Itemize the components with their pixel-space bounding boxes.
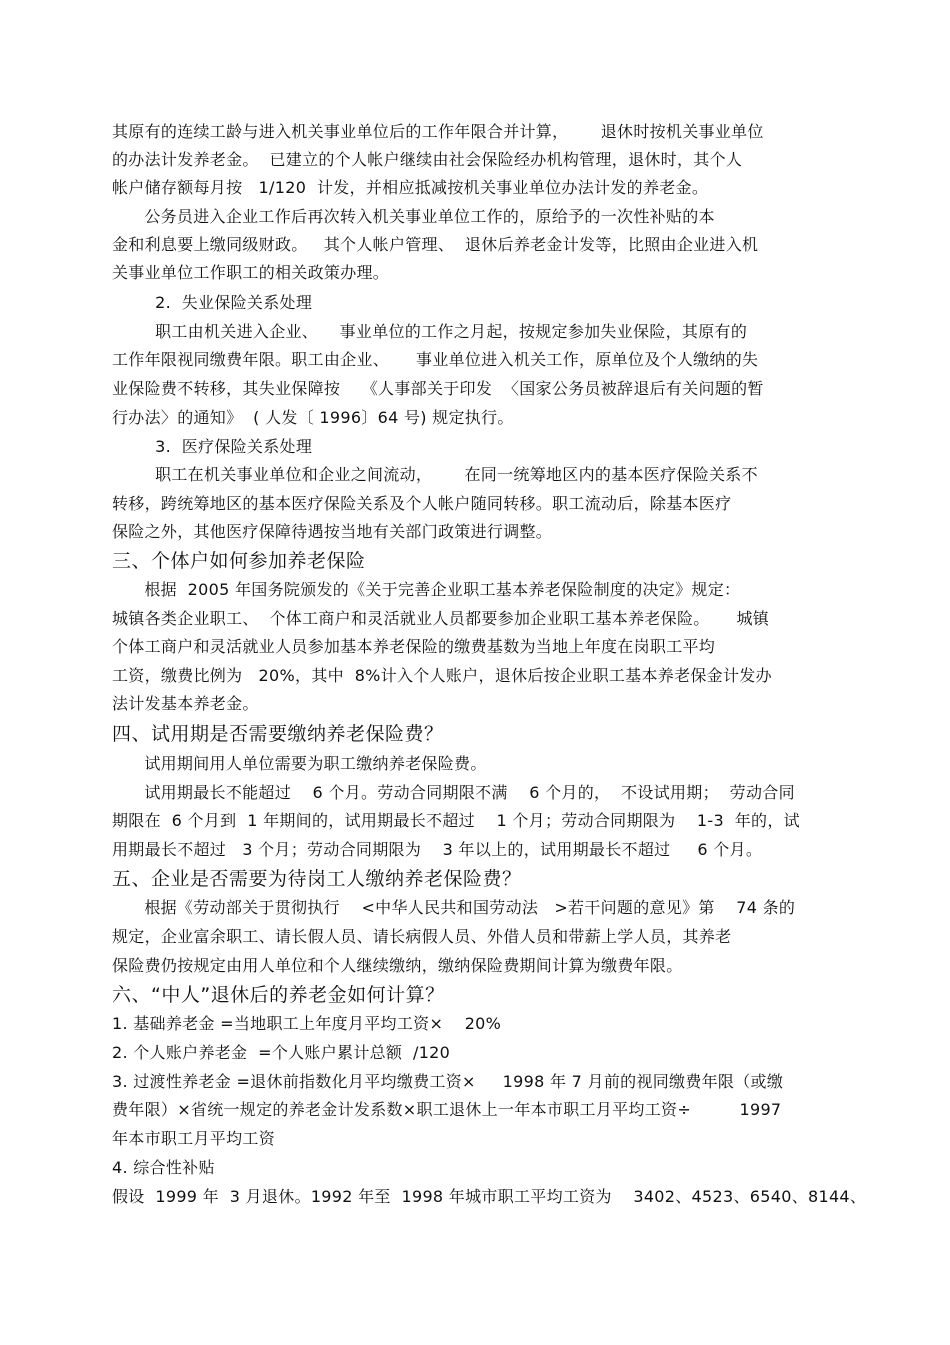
body-text-line: 保险之外，其他医疗保障待遇按当地有关部门政策进行调整。: [112, 522, 553, 541]
body-text-line: 帐户储存额每月按 1/120 计发，并相应抵减按机关事业单位办法计发的养老金。: [112, 178, 709, 197]
body-text-line: 用期最长不超过 3 个月；劳动合同期限为 3 年以上的，试用期最长不超过 6 个月。: [112, 840, 763, 859]
body-text-line: 试用期间用人单位需要为职工缴纳养老保险费。: [112, 754, 487, 773]
body-text-line: 个体工商户和灵活就业人员参加基本养老保险的缴费基数为当地上年度在岗职工平均: [112, 637, 716, 656]
section-heading: 六、“中人”退休后的养老金如何计算？: [112, 984, 445, 1006]
body-text-line: 工作年限视同缴费年限。职工由企业、 事业单位进入机关工作，原单位及个人缴纳的失: [112, 350, 759, 369]
body-text-line: 城镇各类企业职工、 个体工商户和灵活就业人员都要参加企业职工基本养老保险。 城镇: [112, 609, 770, 628]
formula-line: 1. 基础养老金 =当地职工上年度月平均工资× 20%: [112, 1014, 502, 1033]
body-text-line: 保险费仍按规定由用人单位和个人继续缴纳，缴纳保险费期间计算为缴费年限。: [112, 956, 683, 975]
body-text-line: 职工由机关进入企业、 事业单位的工作之月起，按规定参加失业保险，其原有的: [112, 322, 748, 341]
section-heading: 四、试用期是否需要缴纳养老保险费？: [112, 723, 444, 745]
body-text-line: 职工在机关事业单位和企业之间流动， 在同一统筹地区内的基本医疗保险关系不: [112, 465, 758, 484]
body-text-line: 业保险费不转移，其失业保障按 《人事部关于印发 〈国家公务员被辞退后有关问题的暂: [112, 379, 764, 398]
body-text-line: 根据 2005 年国务院颁发的《关于完善企业职工基本养老保险制度的决定》规定：: [112, 580, 741, 599]
body-text-line: 试用期最长不能超过 6 个月。劳动合同期限不满 6 个月的， 不设试用期； 劳动合同: [112, 783, 795, 802]
section-heading: 三、个体户如何参加养老保险: [112, 550, 366, 572]
body-text-line: 行办法〉的通知》 ( 人发〔 1996〕64 号) 规定执行。: [112, 408, 514, 427]
body-text-line: 其原有的连续工龄与进入机关事业单位后的工作年限合并计算， 退休时按机关事业单位: [112, 122, 764, 141]
body-text-line: 法计发基本养老金。: [112, 694, 259, 713]
body-text-line: 公务员进入企业工作后再次转入机关事业单位工作的，原给予的一次性补贴的本: [112, 207, 715, 226]
subsection-title: 2. 失业保险关系处理: [112, 293, 313, 312]
body-text-line: 期限在 6 个月到 1 年期间的，试用期最长不超过 1 个月；劳动合同期限为 1-3 年的，试: [112, 811, 800, 830]
body-text-line: 工资，缴费比例为 20%，其中 8%计入个人账户，退休后按企业职工基本养老保金计发办: [112, 666, 772, 685]
formula-line: 3. 过渡性养老金 =退休前指数化月平均缴费工资× 1998 年 7 月前的视同缴费年限（或缴: [112, 1072, 784, 1091]
formula-line: 4. 综合性补贴: [112, 1158, 215, 1177]
subsection-title: 3. 医疗保险关系处理: [112, 437, 313, 456]
formula-line: 年本市职工月平均工资: [112, 1129, 276, 1148]
formula-line: 费年限）×省统一规定的养老金计发系数×职工退休上一年本市职工月平均工资÷ 1997: [112, 1100, 782, 1119]
body-text-line: 的办法计发养老金。 已建立的个人帐户继续由社会保险经办机构管理，退休时，其个人: [112, 150, 743, 169]
body-text-line: 规定，企业富余职工、请长假人员、请长病假人员、外借人员和带薪上学人员，其养老: [112, 927, 732, 946]
body-text-line: 根据《劳动部关于贯彻执行 <中华人民共和国劳动法 >若干问题的意见》第 74 条的: [112, 898, 796, 917]
formula-line: 2. 个人账户养老金 =个人账户累计总额 /120: [112, 1043, 451, 1062]
body-text-line: 转移，跨统筹地区的基本医疗保险关系及个人帐户随同转移。职工流动后，除基本医疗: [112, 494, 732, 513]
section-heading: 五、企业是否需要为待岗工人缴纳养老保险费？: [112, 868, 522, 890]
body-text-line: 假设 1999 年 3 月退休。1992 年至 1998 年城市职工平均工资为 3402、4523、6540、8144、: [112, 1187, 867, 1206]
body-text-line: 金和利息要上缴同级财政。 其个人帐户管理、 退休后养老金计发等，比照由企业进入机: [112, 235, 759, 254]
body-text-line: 关事业单位工作职工的相关政策办理。: [112, 263, 390, 282]
